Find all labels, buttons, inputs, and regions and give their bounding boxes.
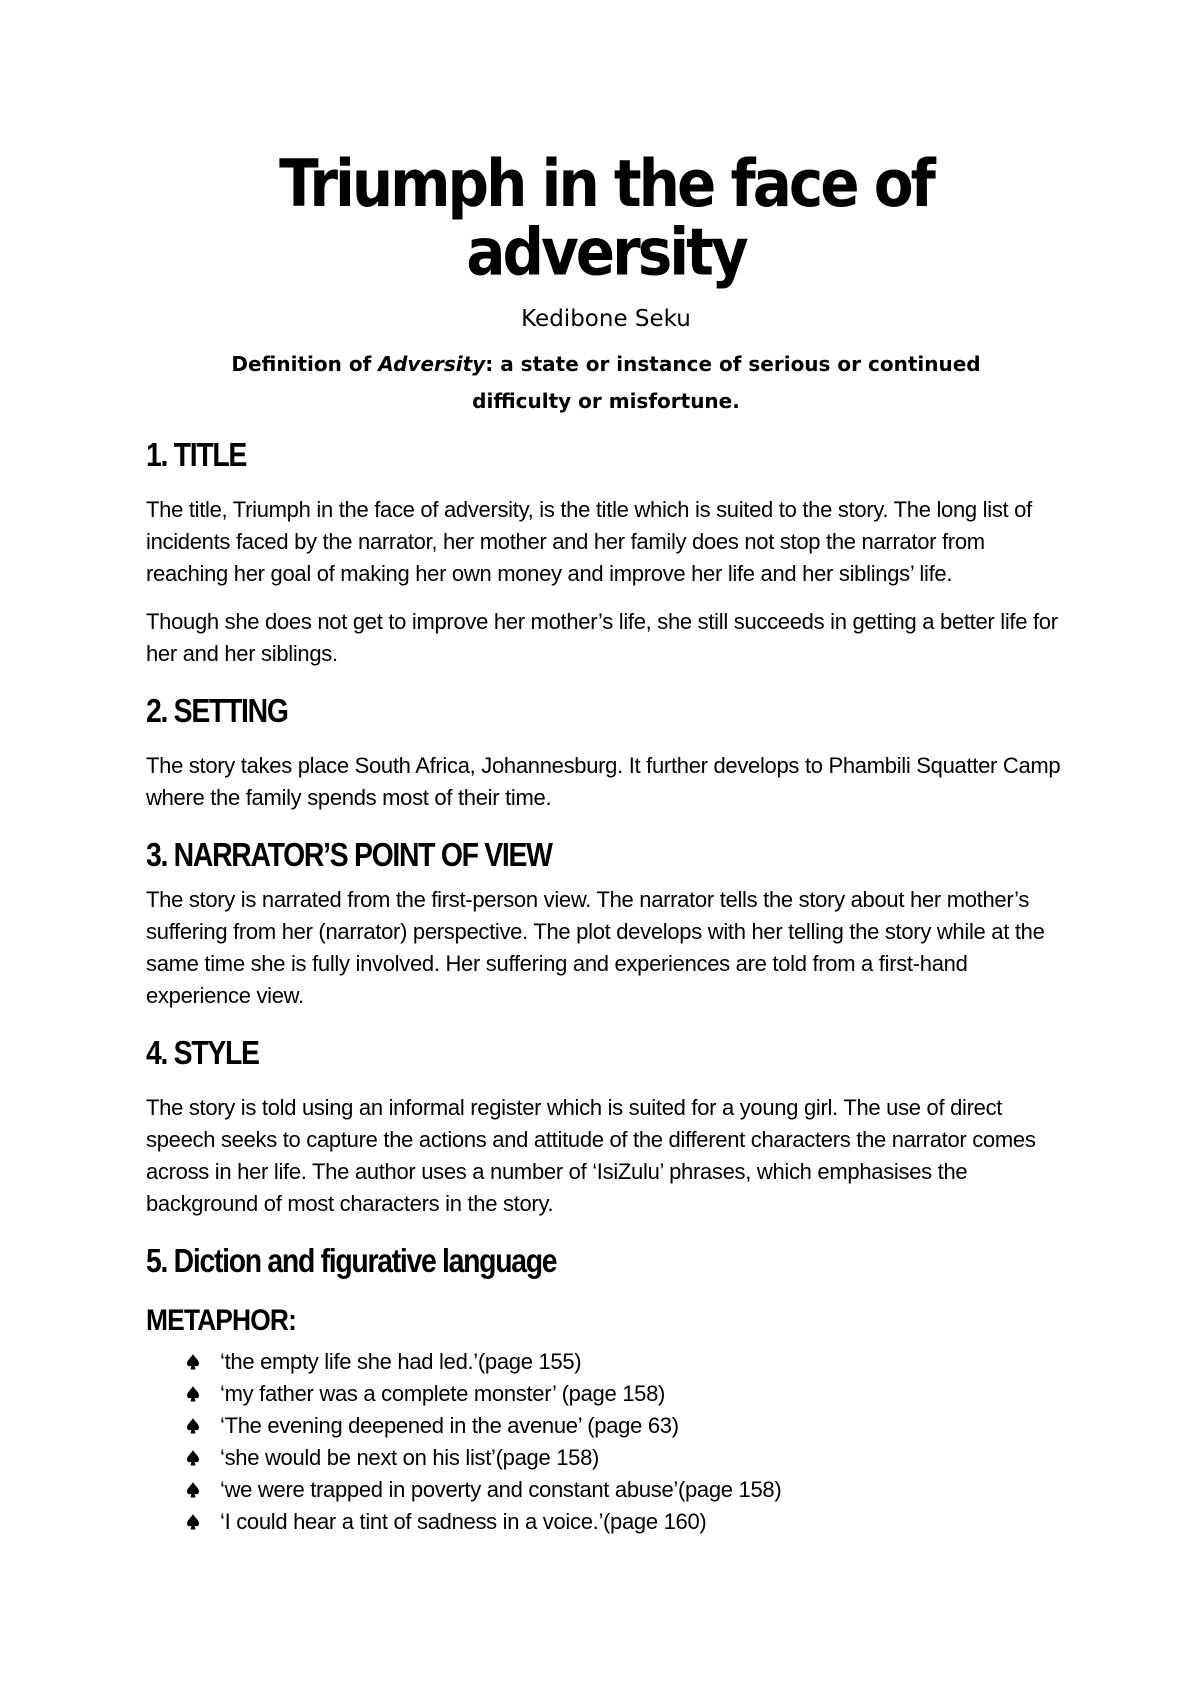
- subheading-metaphor: METAPHOR:: [146, 1303, 296, 1337]
- list-item: [146, 1378, 1066, 1410]
- section-heading-narrator: 3. NARRATOR’S POINT OF VIEW: [146, 835, 552, 873]
- list-item-text: ‘I could hear a tint of sadness in a voice.’(page 160): [220, 1508, 707, 1534]
- list-item-text: ‘we were trapped in poverty and constant abuse’(page 158): [220, 1476, 782, 1502]
- list-item: [146, 1346, 1066, 1378]
- spade-bullet-icon: [186, 1450, 200, 1466]
- spade-bullet-icon: [186, 1514, 200, 1530]
- section-heading-style: 4. STYLE: [146, 1033, 259, 1071]
- spade-bullet-icon: [186, 1482, 200, 1498]
- spade-bullet-icon: [186, 1418, 200, 1434]
- paragraph: The story is narrated from the first-person view. The narrator tells the story about her mother’s suffering from her (narrator) perspective. The plot develops with her telling the story while at the same time she is fully involved. Her suffering and experiences are told from a first-hand experience view.: [146, 886, 1045, 1008]
- list-item: [146, 1474, 1066, 1506]
- paragraph: The story takes place South Africa, Johannesburg. It further develops to Phambili Squatter Camp where the family spends most of their time.: [146, 752, 1061, 810]
- definition-term: Adversity: [378, 351, 486, 376]
- definition-prefix: Definition of: [231, 351, 379, 376]
- list-item: [146, 1410, 1066, 1442]
- list-item-text: ‘she would be next on his list’(page 158): [220, 1444, 600, 1470]
- definition: [146, 346, 1066, 420]
- paragraph: The title, Triumph in the face of adversity, is the title which is suited to the story. The long list of incidents faced by the narrator, her mother and her family does not stop the narrator from reaching her goal of making her own money and improve her life and her siblings’ life.: [146, 496, 1032, 586]
- spade-bullet-icon: [186, 1386, 200, 1402]
- list-item-text: ‘the empty life she had led.’(page 155): [220, 1348, 582, 1374]
- section-heading-diction: 5. Diction and figurative language: [146, 1241, 557, 1279]
- document-title: Triumph in the face of adversity: [279, 145, 933, 290]
- list-item-text: ‘The evening deepened in the avenue’ (page 63): [220, 1412, 679, 1438]
- section-heading-title: 1. TITLE: [146, 435, 247, 473]
- paragraph: Though she does not get to improve her mother’s life, she still succeeds in getting a better life for her and her siblings.: [146, 608, 1058, 666]
- section-heading-setting: 2. SETTING: [146, 691, 288, 729]
- list-item: [146, 1506, 1066, 1538]
- author-name: Kedibone Seku: [521, 305, 691, 332]
- list-item-text: ‘my father was a complete monster’ (page 158): [220, 1380, 666, 1406]
- metaphor-list: [146, 1346, 1066, 1538]
- definition-line1: : a state or instance of serious or continued: [485, 351, 981, 376]
- definition-line2: difficulty or misfortune.: [472, 388, 740, 413]
- spade-bullet-icon: [186, 1354, 200, 1370]
- document-page: [146, 145, 1066, 1538]
- list-item: [146, 1442, 1066, 1474]
- paragraph: The story is told using an informal register which is suited for a young girl. The use of direct speech seeks to capture the actions and attitude of the different characters the narrator comes across in her life. The author uses a number of ‘IsiZulu’ phrases, which emphasises the background of most characters in the story.: [146, 1094, 1036, 1216]
